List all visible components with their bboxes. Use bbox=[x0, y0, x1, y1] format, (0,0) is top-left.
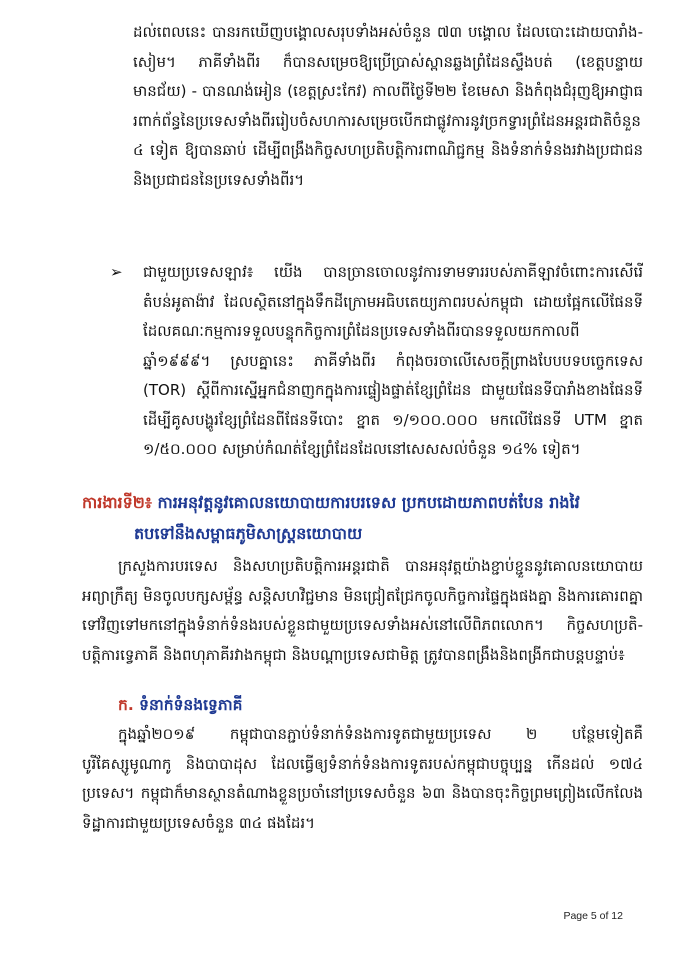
section-heading-text: ការអនុវត្តនូវគោលនយោបាយការបរទេស ប្រកបដោយភាពបត់បែន រាងវៃ bbox=[157, 493, 580, 512]
paragraph-laos: ជាមួយប្រទេសឡាវ៖ យើង បានច្រានចោលនូវការទាមទាររបស់ភាគីឡាវចំពោះការសើរើតំបន់អូតាង៉ាវ ដែលស្ថិតនៅក្នុងទឹកដីក្រោមអធិបតេយ្យភាពរបស់កម្ពុជា ដោយផ្អែកលើផែនទីដែលគណៈកម្មការទទួលបន្ទុកកិច្ចការព្រំដែនប្រទេសទាំងពីរបានទទួលយកកាលពីឆ្នាំ១៩៩៩។ ស្របគ្នានេះ ភាគីទាំងពីរ កំពុងចរចាលើសេចក្តីព្រាងបែបបទបច្ចេកទេស (TOR) ស្តីពីការស្នើអ្នកជំនាញ​ក​ក្នុងការ​ផ្ទៀងផ្ទាត់​ខ្សែព្រំដែន​ ជាមួយផែនទីបារាំងខាងផែនទី ដើម្បីគូសបង្ហូរខ្សែព្រំដែនពីផែនទីបោះ ខ្នាត ១/១០០.០០០ មកលើផែនទី UTM ខ្នាត ១/៥០.០០០ សម្រាប់កំណត់ខ្សែព្រំដែនដែលនៅសេសសល់ចំនួន ១៤% ទៀត។ bbox=[143, 263, 643, 458]
paragraph-foreign-policy: ក្រសួងការបរទេស និងសហប្រតិបត្តិការអន្តរជាតិ បានអនុវត្តយ៉ាងខ្ជាប់ខ្ជួននូវគោលនយោបាយអព្យាក្រឹត្យ មិនចូលបក្សសម្ព័ន្ធ សន្តិសហវិជ្ជមាន មិនជ្រៀតជ្រែកចូលកិច្ចការផ្ទៃក្នុងផងគ្នា និងការគោរពគ្នាទៅវិញទៅមកនៅក្នុងទំនាក់ទំនងរបស់ខ្លួនជាមួយប្រទេសទាំងអស់នៅលើពិភពលោក។ កិច្ចសហប្រតិ- បត្តិការទ្វេភាគី និងពហុភាគីរវាងកម្ពុជា និងបណ្តាប្រទេសជាមិត្ត ត្រូវបានពង្រឹងនិងពង្រីកជាបន្តបន្ទាប់៖ bbox=[82, 557, 643, 664]
subsection-letter: ក. bbox=[118, 696, 134, 714]
page-number-footer: Page 5 of 12 bbox=[563, 910, 623, 922]
subsection-heading bbox=[118, 691, 242, 720]
section-heading bbox=[82, 487, 643, 549]
paragraph-bilateral-relations: ក្នុងឆ្នាំ២០១៩ កម្ពុជាបានភ្ជាប់ទំនាក់ទំនងការទូតជាមួយប្រទេស ២ បន្ថែមទៀតគឺ បូរីគែស្សូមូណាកូ និងបាបាដុស ដែលធ្វើឲ្យទំនាក់ទំនងការទូតរបស់កម្ពុជាបច្ចុប្បន្ន កើនដល់ ១៧៤ ប្រទេស។ កម្ពុជាក៏មានស្ថានតំណាងខ្លួនប្រចាំនៅប្រទេសចំនួន ៦៣ និងបានចុះកិច្ចព្រមព្រៀងលើកលែងទិដ្ឋាការជាមួយប្រទេសចំនួន ៣៤ ផងដែរ។ bbox=[82, 725, 643, 832]
arrow-bullet-icon: ➢ bbox=[110, 263, 123, 281]
subsection-title: ទំនាក់ទំនងទ្វេភាគី bbox=[139, 696, 243, 714]
section-heading-continuation: តបទៅនឹងសម្ពាធភូមិសាស្ត្រនយោបាយ bbox=[134, 524, 363, 543]
paragraph-border-posts: ដល់ពេលនេះ បានរកឃើញបង្គោលសរុបទាំងអស់ចំនួន ៧៣ បង្គោល ដែលបោះដោយបារាំង-សៀម។ ភាគីទាំងពីរ ក៏បានសម្រេចឱ្យប្រើប្រាស់ស្ពានឆ្លងព្រំដែនស្ទឹងបត់ (ខេត្តបន្ទាយមានជ័យ) - បានណង់អៀន (ខេត្តស្រះកែវ) កាលពីថ្ងៃទី២២ ខែមេសា និងកំពុងជំរុញឱ្យអាជ្ញាធរពាក់ព័ន្ធនៃប្រទេសទាំងពីររៀបចំសហការសម្រេចបើកជាផ្លូវការនូវច្រកទ្វារព្រំដែនអន្តរជាតិចំនួន ៤ ទៀត ឱ្យបានឆាប់ ដើម្បីពង្រឹងកិច្ចសហប្រតិបត្តិការពាណិជ្ជកម្ម និងទំនាក់ទំនងរវាងប្រជាជននិងប្រជាជននៃប្រទេសទាំងពីរ។ bbox=[133, 23, 643, 189]
section-heading-number: ការងារទី២៖ bbox=[82, 493, 152, 512]
